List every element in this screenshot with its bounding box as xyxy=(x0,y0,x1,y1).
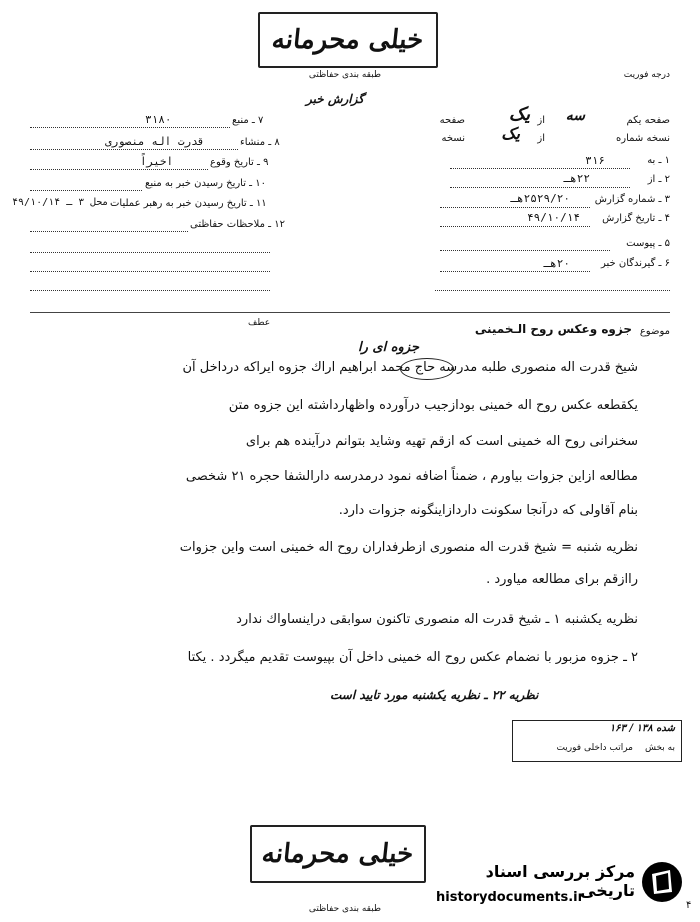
right-field-from-value: ۲۲هـ xyxy=(563,172,590,185)
body-line-7: راازقم برای مطالعه میاورد . xyxy=(486,572,638,587)
left-field-received-operations-value: محل ۳ ـ ۴۹/۱۰/۱۴ xyxy=(12,197,109,208)
report-title: گزارش خبر xyxy=(306,92,364,106)
bottom-stamp-text: خیلی محرمانه xyxy=(260,839,416,869)
body-line-4: مطالعه ازاین جزوات بیاورم ، ضمناً اضافه نمود درمدرسه دارالشفا حجره ۲۱ شخصی xyxy=(185,469,638,484)
watermark-title: مرکز بررسی اسناد تاریخی xyxy=(485,862,635,900)
bottom-stamp-caption: طبقه بندی حفاظتی xyxy=(308,904,382,914)
right-field-from: ۲ ـ از xyxy=(647,174,670,185)
left-field-security-notes: ۱۲ ـ ملاحظات حفاظتی xyxy=(190,219,285,230)
handwritten-pages-total: سه xyxy=(565,108,585,124)
left-field-source: ۷ ـ منبع xyxy=(232,115,264,126)
right-field-report-date-value: ۴۹/۱۰/۱۴ xyxy=(527,211,580,224)
body-line-9: ۲ ـ جزوه مزبور با نضمام عکس روح اله خمینی داخل آن بپیوست تقدیم میگردد . یکتا xyxy=(187,650,638,665)
circle-mark xyxy=(400,358,454,380)
left-field-occurrence-date-value: اخیراً xyxy=(140,155,174,168)
left-field-received-operations: ۱۱ ـ تاریخ رسیدن خبر به رهبر عملیات xyxy=(110,198,267,209)
left-field-received-source: ۱۰ ـ تاریخ رسیدن خبر به منبع xyxy=(145,178,267,189)
right-field-copy-of: از xyxy=(537,133,545,144)
handwritten-note: نظریه ۲۲ ـ نظریه یکشنبه مورد تایید است xyxy=(330,688,539,702)
right-field-report-number: ۳ ـ شماره گزارش xyxy=(594,194,670,205)
right-field-page-extra: صفحه xyxy=(439,115,465,126)
page-mark: ۴ xyxy=(686,900,692,911)
subject-label: موضوع xyxy=(639,326,670,337)
watermark-logo-icon xyxy=(640,860,684,904)
reference-label: عطف xyxy=(248,318,271,328)
right-field-report-date: ۴ ـ تاریخ گزارش xyxy=(602,213,670,224)
right-field-to: ۱ ـ به xyxy=(647,155,670,166)
watermark-url: historydocuments.ir xyxy=(436,890,585,905)
left-field-origin-value: قدرت اله منصوری xyxy=(105,135,205,148)
right-field-report-number-value: ۲۵۲۹/۲۰هـ xyxy=(510,192,570,205)
handwritten-copy-of: یک xyxy=(501,124,520,143)
received-stamp-line3: مراتب داخلی فوریت xyxy=(556,743,633,753)
received-stamp-line1: شده ۱۳۸ / ۱۶۳ xyxy=(609,723,675,734)
left-field-occurrence-date: ۹ ـ تاریخ وقوع xyxy=(210,157,269,168)
right-field-page-of: از xyxy=(537,115,545,126)
body-line-2: یکقطعه عکس روح اله خمینی بودازجیب درآورده واظهارداشته این جزوه متن xyxy=(228,398,638,413)
right-field-page: صفحه یکم xyxy=(626,115,670,126)
handwritten-page-of: یک xyxy=(508,104,530,125)
handwritten-insert: جزوه ای را xyxy=(358,340,420,355)
body-line-8: نظریه یکشنبه ۱ ـ شیخ قدرت اله منصوری تاکنون سوابقی دراینساواك ندارد xyxy=(236,612,638,627)
right-field-attachment: ۵ ـ پیوست xyxy=(626,238,670,249)
right-field-recipients-value: ۲۰هـ xyxy=(543,257,570,270)
left-field-origin: ۸ ـ منشاء xyxy=(240,137,280,148)
body-line-3: سخنرانی روح اله خمینی است که ازقم تهیه وشاید بتوانم درآینده هم برای xyxy=(245,434,638,449)
bottom-classification-stamp xyxy=(250,825,426,883)
left-field-source-value: ۳۱۸۰ xyxy=(145,113,172,126)
body-line-5: بنام آقاولی که درآنجا سکونت داردازاینگونه جزوات دارد. xyxy=(338,503,638,518)
received-stamp xyxy=(512,720,682,762)
right-field-copy-extra: نسخه xyxy=(441,133,465,144)
right-field-to-value: ۳۱۶ xyxy=(585,154,605,167)
top-classification-stamp xyxy=(258,12,438,68)
degree-label: درجه فوریت xyxy=(623,70,670,80)
right-field-copy: نسخه شماره xyxy=(616,133,670,144)
subject-value: جزوه وعکس روح الـخمینی xyxy=(474,322,632,336)
body-line-6: نظریه شنبه = شیخ قدرت اله منصوری ازطرفداران روح اله خمینی است واین جزوات xyxy=(179,540,638,555)
body-line-1: شیخ قدرت اله منصوری طلبه مدرسه حاج محمد ابراهیم اراك جزوه ایراکه درداخل آن xyxy=(182,360,638,375)
right-field-recipients: ۶ ـ گیرندگان خبر xyxy=(600,258,670,269)
received-stamp-line2: به بخش xyxy=(645,743,675,753)
top-stamp-text: خیلی محرمانه xyxy=(270,25,426,55)
top-stamp-caption: طبقه بندی حفاظتی xyxy=(308,70,382,80)
